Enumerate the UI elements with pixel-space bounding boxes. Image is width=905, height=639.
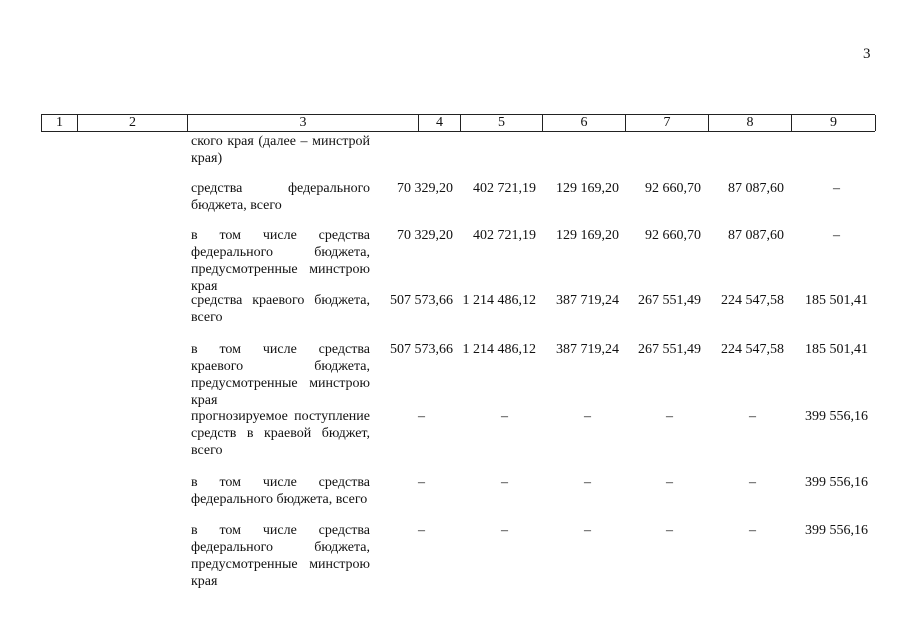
value-cell-col-9: 399 556,16	[805, 475, 868, 490]
header-cell-4: 4	[418, 115, 460, 131]
header-cell-2: 2	[77, 115, 187, 131]
row-description: в том числе средства федерального бюджета, предусмотренные минстрою края	[191, 523, 370, 589]
value-cell-col-8: 87 087,60	[728, 228, 784, 243]
value-cell-col-9: –	[833, 228, 840, 243]
value-cell-col-8: 224 547,58	[721, 342, 784, 357]
value-cell-col-4: 70 329,20	[397, 181, 453, 196]
page-number: 3	[863, 46, 871, 62]
value-cell-col-9: 185 501,41	[805, 293, 868, 308]
row-description: в том числе средства федерального бюджета, предусмотренные минстрою края	[191, 228, 370, 294]
value-cell-col-9: 185 501,41	[805, 342, 868, 357]
value-cell-col-7: 267 551,49	[638, 342, 701, 357]
header-cell-3: 3	[187, 115, 418, 131]
continuation-text: ского края (далее – минстрой края)	[191, 134, 370, 166]
header-cell-1: 1	[41, 115, 77, 131]
value-cell-col-8: –	[749, 409, 756, 424]
value-cell-col-4: –	[418, 475, 425, 490]
row-description: прогнозируемое поступление средств в краевой бюджет, всего	[191, 409, 370, 458]
value-cell-col-5: –	[501, 475, 508, 490]
row-description: средства краевого бюджета, всего	[191, 293, 370, 325]
value-cell-col-5: 402 721,19	[473, 181, 536, 196]
table-header-row	[41, 114, 875, 132]
value-cell-col-6: 387 719,24	[556, 342, 619, 357]
row-description: средства федерального бюджета, всего	[191, 181, 370, 213]
value-cell-col-5: 1 214 486,12	[462, 293, 536, 308]
value-cell-col-4: 70 329,20	[397, 228, 453, 243]
value-cell-col-5: 1 214 486,12	[462, 342, 536, 357]
value-cell-col-5: –	[501, 523, 508, 538]
value-cell-col-6: 129 169,20	[556, 228, 619, 243]
value-cell-col-7: 267 551,49	[638, 293, 701, 308]
value-cell-col-7: 92 660,70	[645, 228, 701, 243]
value-cell-col-8: –	[749, 475, 756, 490]
value-cell-col-6: –	[584, 523, 591, 538]
value-cell-col-4: –	[418, 523, 425, 538]
value-cell-col-6: 129 169,20	[556, 181, 619, 196]
value-cell-col-6: –	[584, 475, 591, 490]
value-cell-col-9: –	[833, 181, 840, 196]
value-cell-col-4: 507 573,66	[390, 342, 453, 357]
value-cell-col-4: 507 573,66	[390, 293, 453, 308]
value-cell-col-6: 387 719,24	[556, 293, 619, 308]
header-cell-7: 7	[625, 115, 708, 131]
value-cell-col-5: –	[501, 409, 508, 424]
value-cell-col-5: 402 721,19	[473, 228, 536, 243]
row-description: в том числе средства краевого бюджета, предусмотренные минстрою края	[191, 342, 370, 408]
value-cell-col-4: –	[418, 409, 425, 424]
value-cell-col-8: 87 087,60	[728, 181, 784, 196]
value-cell-col-9: 399 556,16	[805, 409, 868, 424]
header-cell-8: 8	[708, 115, 791, 131]
value-cell-col-7: –	[666, 475, 673, 490]
value-cell-col-7: –	[666, 409, 673, 424]
row-description: в том числе средства федерального бюджета, всего	[191, 475, 370, 507]
value-cell-col-9: 399 556,16	[805, 523, 868, 538]
header-cell-5: 5	[460, 115, 542, 131]
value-cell-col-8: –	[749, 523, 756, 538]
value-cell-col-8: 224 547,58	[721, 293, 784, 308]
header-cell-9: 9	[791, 115, 876, 131]
value-cell-col-6: –	[584, 409, 591, 424]
value-cell-col-7: 92 660,70	[645, 181, 701, 196]
value-cell-col-7: –	[666, 523, 673, 538]
header-cell-6: 6	[542, 115, 625, 131]
